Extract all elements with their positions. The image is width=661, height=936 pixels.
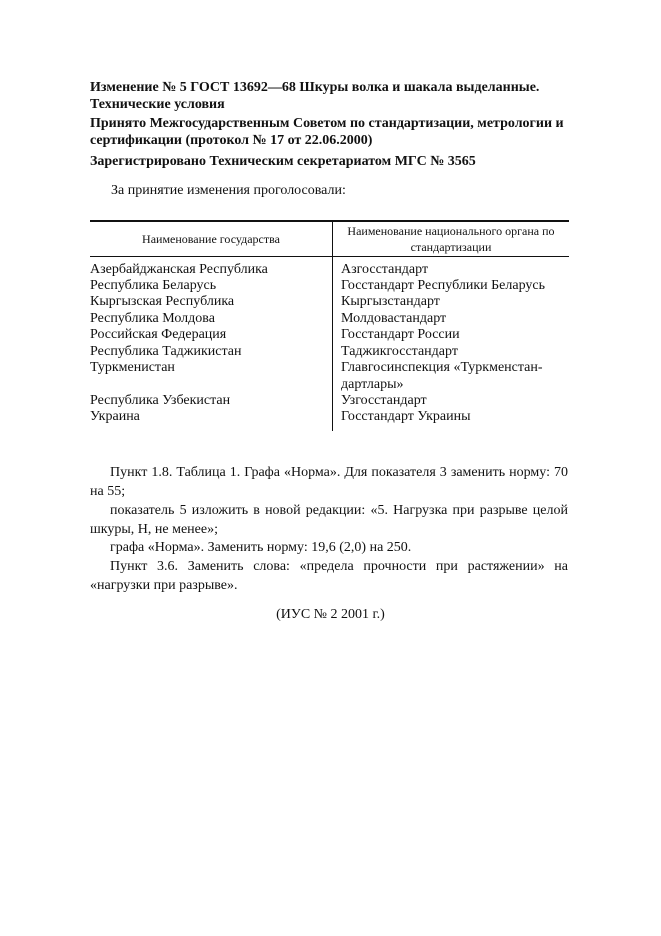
paragraph-clause-3-6: Пункт 3.6. Заменить слова: «предела прочности при растяжении» на «нагрузки при разрыве». bbox=[90, 559, 568, 593]
table-row-state: Туркменистан bbox=[90, 360, 175, 375]
table-row-body: Молдовастандарт bbox=[341, 311, 447, 326]
table-row-body: Азгосстандарт bbox=[341, 262, 429, 277]
table-row-body: Кыргызстандарт bbox=[341, 294, 440, 309]
table-row-state: Республика Таджикистан bbox=[90, 344, 242, 359]
amendment-title: Изменение № 5 ГОСТ 13692—68 Шкуры волка и шакала выделанные. Технические условия bbox=[90, 80, 540, 112]
table-header-rule bbox=[90, 256, 569, 257]
table-row-state: Республика Узбекистан bbox=[90, 393, 231, 408]
table-row-body: Госстандарт Украины bbox=[341, 409, 471, 424]
table-row-state: Российская Федерация bbox=[90, 327, 227, 342]
col-header-body: Наименование национального органа по стандартизации bbox=[347, 224, 555, 254]
table-row-body: Таджикгосстандарт bbox=[341, 344, 458, 359]
table-row-body: Главгосинспекция «Туркменстан-дартлары» bbox=[341, 360, 543, 392]
table-row-body: Госстандарт России bbox=[341, 327, 460, 342]
table-row-state: Кыргызская Республика bbox=[90, 294, 235, 309]
registration-note: Зарегистрировано Техническим секретариатом МГС № 3565 bbox=[90, 154, 476, 169]
adoption-note: Принято Межгосударственным Советом по стандартизации, метрологии и сертификации (протокол № 17 от 22.06.2000) bbox=[90, 116, 564, 148]
table-row-state: Республика Молдова bbox=[90, 311, 215, 326]
publication-reference: (ИУС № 2 2001 г.) bbox=[276, 607, 385, 622]
voting-intro: За принятие изменения проголосовали: bbox=[111, 183, 346, 198]
table-top-rule bbox=[90, 220, 569, 222]
paragraph-norm-column: графа «Норма». Заменить норму: 19,6 (2,0) на 250. bbox=[110, 540, 412, 555]
table-row-body: Узгосстандарт bbox=[341, 393, 427, 408]
table-row-state: Республика Беларусь bbox=[90, 278, 217, 293]
col-header-state: Наименование государства bbox=[142, 232, 280, 246]
paragraph-clause-1-8: Пункт 1.8. Таблица 1. Графа «Норма». Для показателя 3 заменить норму: 70 на 55; bbox=[90, 465, 568, 499]
paragraph-indicator-5: показатель 5 изложить в новой редакции: «5. Нагрузка при разрыве целой шкуры, Н, не менее»; bbox=[90, 503, 568, 537]
table-row-state: Украина bbox=[90, 409, 140, 424]
table-row-state: Азербайджанская Республика bbox=[90, 262, 268, 277]
table-row-body: Госстандарт Республики Беларусь bbox=[341, 278, 546, 293]
